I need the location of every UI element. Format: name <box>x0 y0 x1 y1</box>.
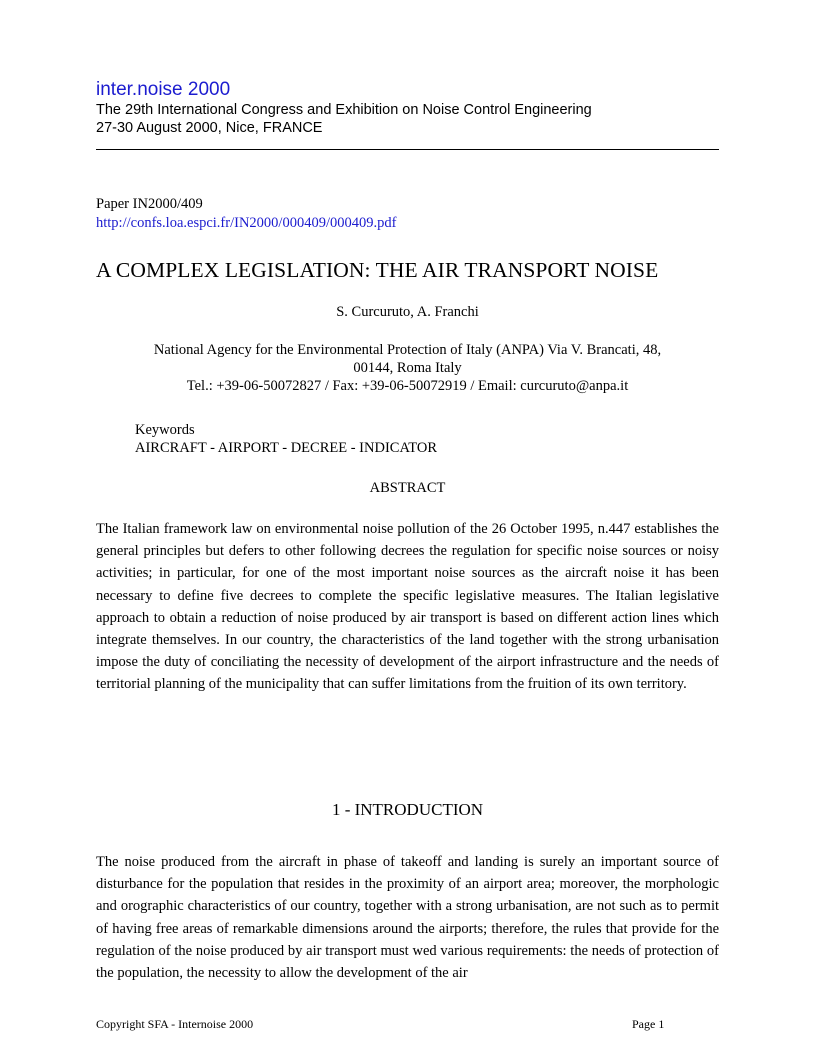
affiliation <box>96 341 719 395</box>
keywords-list: AIRCRAFT - AIRPORT - DECREE - INDICATOR <box>135 440 438 456</box>
introduction-heading: 1 - INTRODUCTION <box>331 800 484 819</box>
paper-id: Paper IN2000/409 <box>96 196 203 212</box>
affiliation-line: 00144, Roma Italy <box>353 360 462 376</box>
introduction-text: The noise produced from the aircraft in phase of takeoff and landing is surely an important source of disturbance for the population that resides in the proximity of an airport area; moreover, the morphologic and orographic characteristics of our country, together with a strong urbanisation, are not such as to permit of having free areas of remarkable dimensions around the airports; therefore, the rules that provide for the regulation of the noise produced by air transport must wed various requirements: the needs of protection of the population, the necessity to allow the development of the air <box>96 854 719 982</box>
footer-copyright: Copyright SFA - Internoise 2000 <box>96 1017 254 1031</box>
affiliation-line: National Agency for the Environmental Protection of Italy (ANPA) Via V. Brancati, 48, <box>153 342 662 358</box>
paper-url-link[interactable]: http://confs.loa.espci.fr/IN2000/000409/000409.pdf <box>96 215 397 231</box>
header-divider <box>96 149 719 150</box>
authors: S. Curcuruto, A. Franchi <box>336 304 479 320</box>
paper-title: A COMPLEX LEGISLATION: THE AIR TRANSPORT NOISE <box>96 258 659 282</box>
congress-title: The 29th International Congress and Exhibition on Noise Control Engineering <box>96 102 592 118</box>
keywords-label: Keywords <box>135 422 195 438</box>
abstract-text: The Italian framework law on environmental noise pollution of the 26 October 1995, n.447 establishes the general principles but defers to other following decrees the regulation for specific noise sources or noisy activities; in particular, for one of the most important noise sources as the aircraft noise it has been necessary to define five decrees to complete the specific legislative measures. The Italian legislative approach to obtain a reduction of noise produced by air transport is based on different action lines which integrate themselves. In our country, the characteristics of the land together with the strong urbanisation impose the duty of conciliating the necessity of development of the airport infrastructure and the needs of territorial planning of the municipality that can suffer limitations from the fruition of its own territory. <box>96 521 719 693</box>
conference-dates: 27-30 August 2000, Nice, FRANCE <box>96 120 323 136</box>
page-number: Page 1 <box>632 1017 665 1031</box>
affiliation-line: Tel.: +39-06-50072827 / Fax: +39-06-50072919 / Email: curcuruto@anpa.it <box>186 378 629 394</box>
abstract-heading: ABSTRACT <box>369 480 446 496</box>
conference-name: inter.noise 2000 <box>96 79 231 100</box>
